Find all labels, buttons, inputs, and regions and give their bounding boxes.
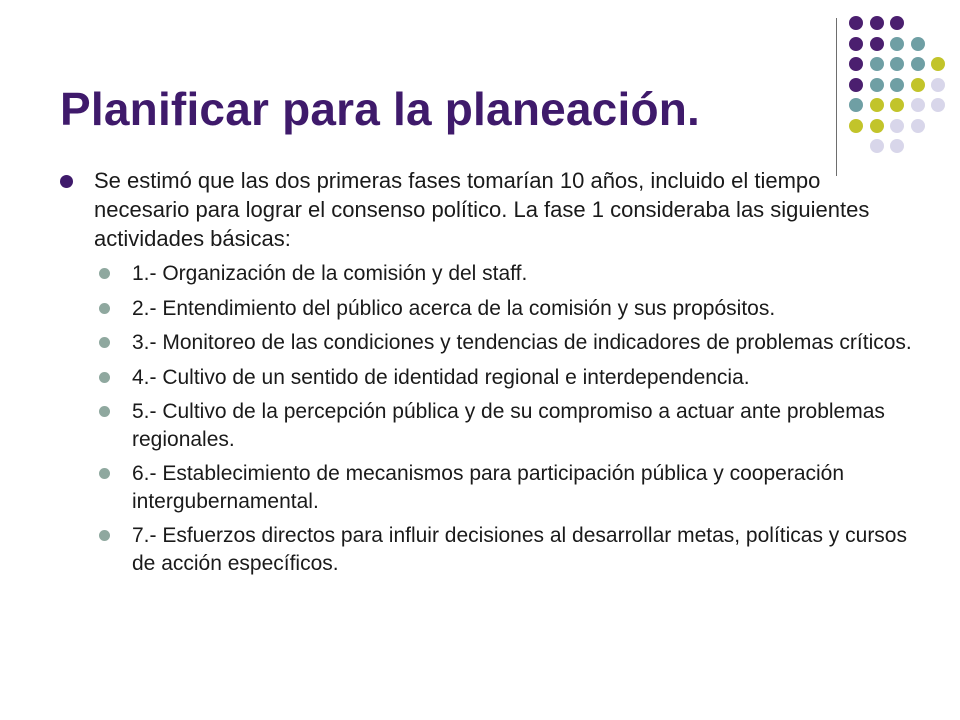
sub-bullet-icon	[99, 468, 110, 479]
activity-item-1	[99, 260, 920, 288]
decorative-dot	[911, 57, 925, 71]
decorative-dot	[870, 57, 884, 71]
activity-text: 5.- Cultivo de la percepción pública y de su compromiso a actuar ante problemas regionales.	[132, 400, 885, 451]
activities-list	[99, 260, 920, 577]
sub-bullet-icon	[99, 337, 110, 348]
decorative-dot	[911, 37, 925, 51]
decorative-dot	[931, 98, 945, 112]
activity-item-2	[99, 295, 920, 323]
decorative-dot	[849, 37, 863, 51]
vertical-divider-line	[836, 18, 837, 176]
slide-title: Planificar para la planeación.	[60, 83, 701, 135]
sub-bullet-icon	[99, 406, 110, 417]
decorative-dot	[870, 139, 884, 153]
decorative-dot	[870, 98, 884, 112]
decorative-dot	[870, 16, 884, 30]
decorative-dot	[890, 78, 904, 92]
decorative-dot	[849, 98, 863, 112]
activity-item-6	[99, 460, 920, 515]
decorative-dot	[911, 98, 925, 112]
decorative-dot	[870, 37, 884, 51]
activity-text: 1.- Organización de la comisión y del staff.	[132, 262, 528, 285]
activity-text: 2.- Entendimiento del público acerca de la comisión y sus propósitos.	[132, 296, 776, 320]
decorative-dot	[870, 78, 884, 92]
decorative-dot	[890, 57, 904, 71]
activity-item-4	[99, 364, 920, 392]
decorative-dot	[849, 57, 863, 71]
decorative-dot	[870, 119, 884, 133]
main-bullet-text: Se estimó que las dos primeras fases tomarían 10 años, incluido el tiempo necesario para lograr el consenso político. La fase 1 consideraba las siguientes actividades básicas:	[94, 168, 870, 251]
decorative-dot	[890, 37, 904, 51]
activity-item-5	[99, 398, 920, 453]
sub-bullet-icon	[99, 530, 110, 541]
sub-bullet-icon	[99, 268, 110, 279]
purple-bullet-icon	[60, 175, 73, 188]
main-bullet-list	[60, 166, 920, 584]
decorative-dot	[849, 78, 863, 92]
decorative-dot	[931, 78, 945, 92]
activity-item-3	[99, 329, 920, 357]
activity-text: 6.- Establecimiento de mecanismos para participación pública y cooperación intergubernamental.	[132, 462, 845, 513]
decorative-dot	[849, 119, 863, 133]
decorative-dot	[931, 57, 945, 71]
decorative-dot	[890, 98, 904, 112]
decorative-dot	[890, 16, 904, 30]
decorative-dot	[849, 16, 863, 30]
activity-text: 4.- Cultivo de un sentido de identidad regional e interdependencia.	[132, 365, 750, 389]
decorative-dot	[890, 119, 904, 133]
decorative-dot	[911, 78, 925, 92]
activity-text: 3.- Monitoreo de las condiciones y tendencias de indicadores de problemas críticos.	[132, 331, 912, 354]
activity-text: 7.- Esfuerzos directos para influir decisiones al desarrollar metas, políticas y cursos de acción específicos.	[132, 524, 907, 575]
activity-item-7	[99, 522, 920, 577]
main-bullet-item	[60, 166, 920, 253]
sub-bullet-icon	[99, 372, 110, 383]
sub-bullet-icon	[99, 303, 110, 314]
decorative-dot	[890, 139, 904, 153]
decorative-dot	[911, 119, 925, 133]
